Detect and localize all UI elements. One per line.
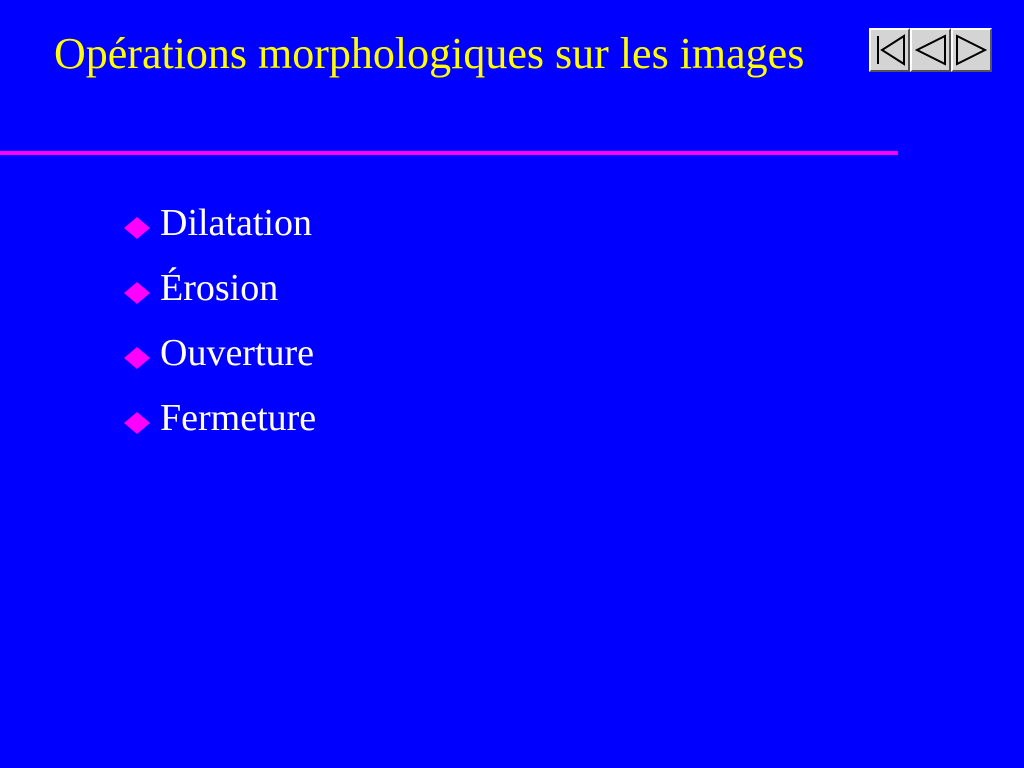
slide-navigation	[869, 28, 994, 72]
diamond-bullet-icon	[124, 197, 160, 249]
list-item	[124, 262, 316, 327]
previous-slide-icon	[912, 30, 949, 70]
diamond-bullet-icon	[124, 327, 160, 379]
slide-title: Opérations morphologiques sur les images	[54, 29, 805, 78]
next-slide-icon	[953, 30, 990, 70]
title-divider	[0, 151, 898, 155]
bullet-text: Fermeture	[160, 397, 317, 439]
next-slide-button[interactable]	[951, 28, 992, 72]
previous-slide-button[interactable]	[910, 28, 951, 72]
bullet-text: Dilatation	[160, 202, 312, 244]
list-item	[124, 197, 316, 262]
bullet-text: Érosion	[160, 267, 279, 309]
first-slide-button[interactable]	[869, 28, 910, 72]
bullet-list	[124, 197, 316, 457]
bullet-text: Ouverture	[160, 332, 315, 374]
first-slide-icon	[871, 30, 908, 70]
list-item	[124, 327, 316, 392]
diamond-bullet-icon	[124, 262, 160, 314]
list-item	[124, 392, 316, 457]
diamond-bullet-icon	[124, 392, 160, 444]
